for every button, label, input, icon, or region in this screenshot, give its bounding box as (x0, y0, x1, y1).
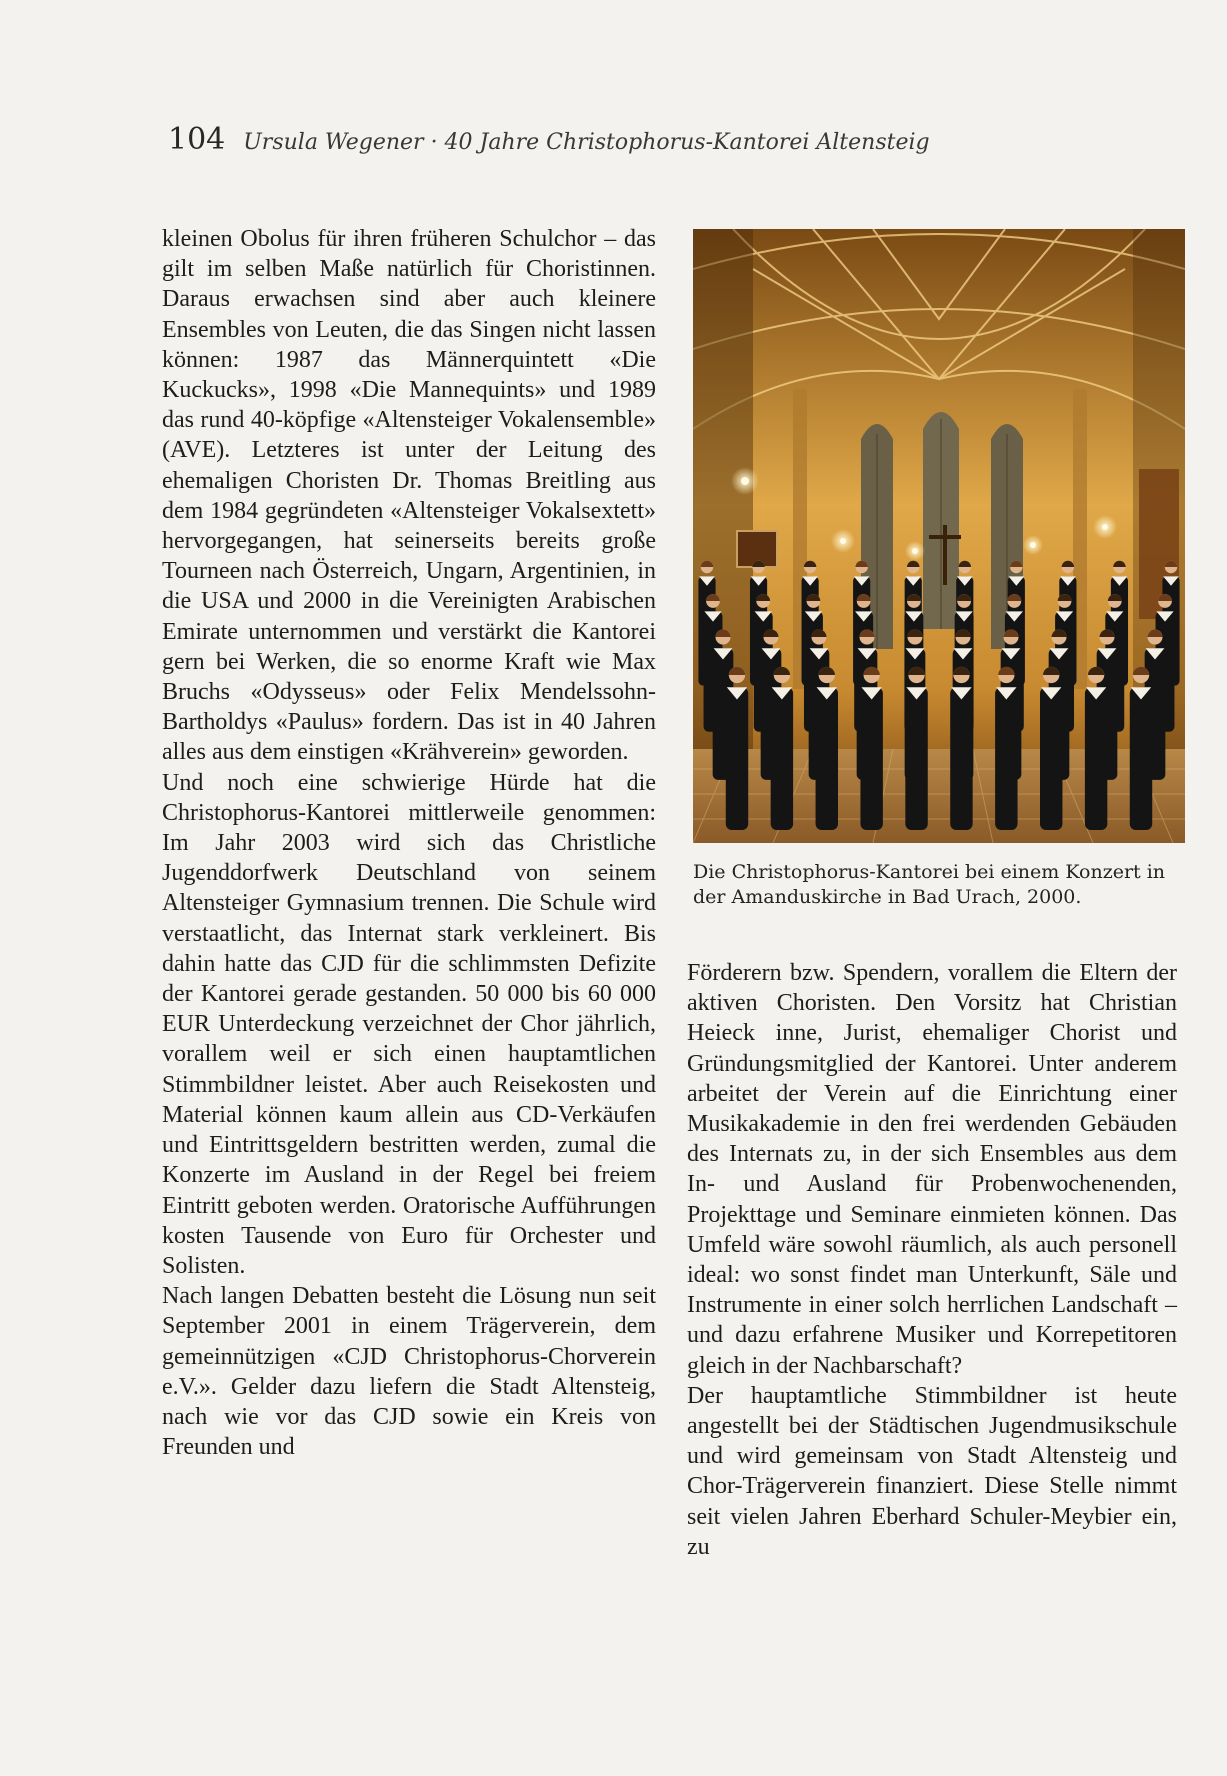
choir-singer (726, 667, 748, 830)
left-text-column (162, 224, 656, 1462)
choir-singer (816, 667, 838, 830)
running-head: Ursula Wegener · 40 Jahre Christophorus-Kantorei Altensteig (243, 130, 930, 155)
choir-singer (905, 667, 927, 830)
choir-singer (1040, 667, 1062, 830)
choir-singer (860, 667, 882, 830)
choir-singer (995, 667, 1017, 830)
right-paragraph-2: Der hauptamtliche Stimmbildner ist heute angestellt bei der Städtischen Jugendmusikschule und wird gemeinsam von Stadt Altensteig und Chor-Trägerverein finanziert. Diese Stelle nimmt seit vielen Jahren Eberhard Schuler-Meybier ein, zu (687, 1382, 1177, 1560)
choir-singer (1130, 667, 1152, 830)
church-interior-illustration (693, 229, 1185, 843)
chancel-windows (861, 412, 1023, 649)
page-number: 104 (168, 122, 226, 157)
page-header (168, 122, 930, 157)
left-paragraph-2: Und noch eine schwierige Hürde hat die Christophorus-Kantorei mittlerweile genommen: Im Jahr 2003 wird sich das Christliche Jugenddorfwerk Deutschland von seinem Altensteiger Gymnasium trennen. Die Schule wird verstaatlicht, das Internat stark verkleinert. Bis dahin hatte das CJD für die schlimmsten Defizite der Kantorei gerade gestanden. 50 000 bis 60 000 EUR Unterdeckung verzeichnet der Chor jährlich, vorallem weil er sich einen hauptamtlichen Stimmbildner leistet. Aber auch Reisekosten und Material können kaum allein aus CD-Verkäufen und Eintrittsgeldern bestritten werden, zumal die Konzerte im Ausland in der Regel bei freiem Eintritt geboten werden. Oratorische Aufführungen kosten Tausende von Euro für Orchester und Solisten. (162, 769, 656, 1279)
right-paragraph-1: Förderern bzw. Spendern, vorallem die Eltern der aktiven Choristen. Den Vorsitz hat Christian Heieck inne, Jurist, ehemaliger Chorist und Gründungsmitglied der Kantorei. Unter anderem arbeitet der Verein auf die Einrichtung einer Musikakademie in den frei werdenden Gebäuden des Internats zu, in der sich Ensembles aus dem In- und Ausland für Probenwochenenden, Projekttage und Seminare einmieten können. Das Umfeld wäre sowohl räumlich, als auch personell ideal: wo sonst findet man Unterkunft, Säle und Instrumente in einer solch herrlichen Landschaft – und dazu erfahrene Musiker und Korrepetitoren gleich in der Nachbarschaft? (687, 960, 1177, 1379)
choir-singer (771, 667, 793, 830)
left-paragraph-3: Nach langen Debatten besteht die Lösung nun seit September 2001 in einem Trägerverein, dem gemeinnützigen «CJD Christophorus-Chorverein e.V.». Gelder dazu liefern die Stadt Altensteig, nach wie vor das CJD sowie ein Kreis von Freunden und (162, 1283, 656, 1461)
choir-photo (693, 229, 1185, 843)
choir-singer (1085, 667, 1107, 830)
left-paragraph-1: kleinen Obolus für ihren früheren Schulchor – das gilt im selben Maße natürlich für Choristinnen. Daraus erwachsen sind aber auch kleinere Ensembles von Leuten, die das Singen nicht lassen können: 1987 das Männerquintett «Die Kuckucks», 1998 «Die Mannequints» und 1989 das rund 40-köpfige «Altensteiger Vokalensemble» (AVE). Letzteres ist unter der Leitung des ehemaligen Choristen Dr. Thomas Breitling aus dem 1984 gegründeten «Altensteiger Vokalsextett» hervorgegangen, hat seinerseits bereits große Tourneen nach Österreich, Ungarn, Argentinien, in die USA und 2000 in die Vereinigten Arabischen Emirate unternommen und verstärkt die Kantorei gern bei Werken, die so enorme Kraft wie Max Bruchs «Odysseus» oder Felix Mendelssohn-Bartholdys «Paulus» fordern. Das ist in 40 Jahren alles aus dem einstigen «Krähverein» geworden. (162, 226, 656, 766)
choir-singer (950, 667, 972, 830)
photo-caption: Die Christophorus-Kantorei bei einem Konzert in der Amanduskirche in Bad Urach, 2000. (693, 861, 1166, 908)
right-text-column (687, 958, 1177, 1562)
